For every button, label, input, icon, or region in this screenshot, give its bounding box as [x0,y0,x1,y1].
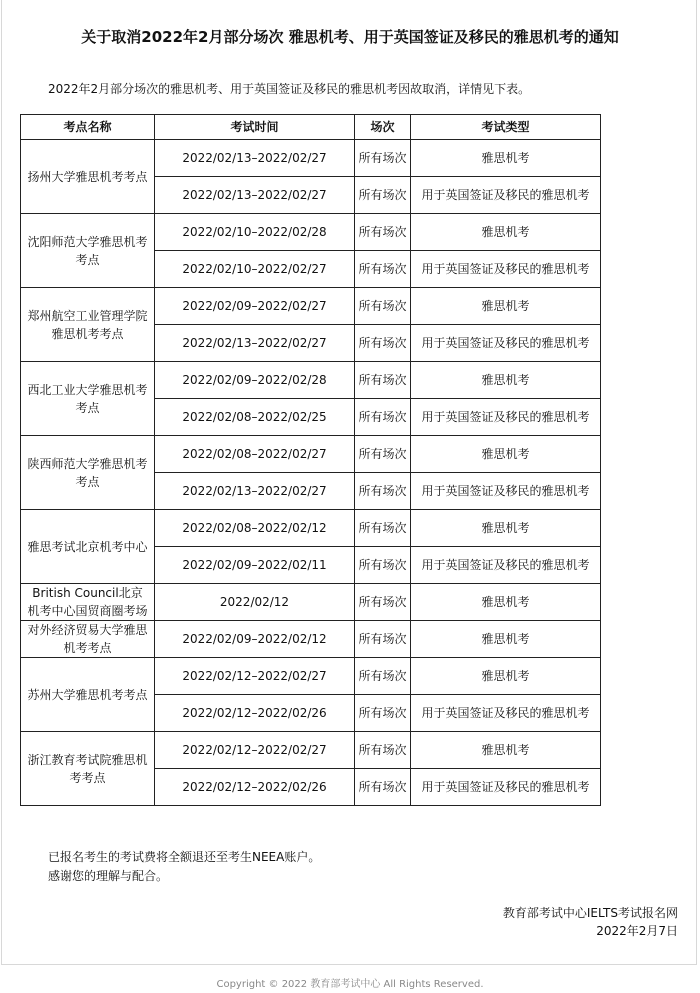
exam-time-cell: 2022/02/13–2022/02/27 [155,177,355,214]
table-row [21,621,601,658]
session-cell: 所有场次 [355,251,411,288]
exam-time-cell: 2022/02/08–2022/02/27 [155,436,355,473]
header-time: 考试时间 [155,115,355,140]
table-row [21,732,601,769]
session-cell: 所有场次 [355,177,411,214]
exam-type-cell: 雅思机考 [411,584,601,621]
table-row [21,436,601,473]
exam-type-cell: 用于英国签证及移民的雅思机考 [411,473,601,510]
footer-notes [48,848,320,886]
session-cell: 所有场次 [355,621,411,658]
exam-type-cell: 用于英国签证及移民的雅思机考 [411,695,601,732]
table-row [21,584,601,621]
header-session: 场次 [355,115,411,140]
table-row [21,362,601,399]
venue-name-cell: 西北工业大学雅思机考考点 [21,362,155,436]
session-cell: 所有场次 [355,399,411,436]
signature [503,904,678,940]
signature-org: 教育部考试中心IELTS考试报名网 [502,906,678,920]
exam-time-cell: 2022/02/10–2022/02/27 [155,251,355,288]
venue-name-cell: British Council北京机考中心国贸商圈考场 [21,584,155,621]
exam-time-cell: 2022/02/12 [155,584,355,621]
venue-name-cell: 苏州大学雅思机考考点 [21,658,155,732]
venue-name-cell: 陕西师范大学雅思机考考点 [21,436,155,510]
exam-time-cell: 2022/02/09–2022/02/28 [155,362,355,399]
refund-note: 已报名考生的考试费将全额退还至考生NEEA账户。 [48,850,321,864]
session-cell: 所有场次 [355,547,411,584]
table-row [21,288,601,325]
table-row [21,510,601,547]
signature-date: 2022年2月7日 [596,924,678,938]
session-cell: 所有场次 [355,325,411,362]
exam-time-cell: 2022/02/09–2022/02/12 [155,621,355,658]
session-cell: 所有场次 [355,214,411,251]
exam-time-cell: 2022/02/13–2022/02/27 [155,473,355,510]
venue-name-cell: 扬州大学雅思机考考点 [21,140,155,214]
exam-type-cell: 雅思机考 [411,288,601,325]
exam-type-cell: 用于英国签证及移民的雅思机考 [411,177,601,214]
copyright-text: Copyright © 2022 教育部考试中心 All Rights Reserved. [216,979,484,990]
venue-name-cell: 郑州航空工业管理学院雅思机考考点 [21,288,155,362]
exam-time-cell: 2022/02/09–2022/02/11 [155,547,355,584]
exam-type-cell: 用于英国签证及移民的雅思机考 [411,547,601,584]
exam-time-cell: 2022/02/12–2022/02/26 [155,695,355,732]
session-cell: 所有场次 [355,584,411,621]
table-row [21,658,601,695]
exam-type-cell: 雅思机考 [411,214,601,251]
header-venue: 考点名称 [21,115,155,140]
thanks-note: 感谢您的理解与配合。 [48,869,169,883]
session-cell: 所有场次 [355,362,411,399]
exam-time-cell: 2022/02/09–2022/02/27 [155,288,355,325]
table-header-row [21,115,601,140]
exam-type-cell: 雅思机考 [411,658,601,695]
session-cell: 所有场次 [355,473,411,510]
exam-time-cell: 2022/02/12–2022/02/27 [155,658,355,695]
exam-type-cell: 雅思机考 [411,362,601,399]
notice-card [1,0,697,965]
intro-text: 2022年2月部分场次的雅思机考、用于英国签证及移民的雅思机考因故取消，详情见下表。 [48,82,531,96]
exam-time-cell: 2022/02/13–2022/02/27 [155,325,355,362]
session-cell: 所有场次 [355,436,411,473]
exam-time-cell: 2022/02/08–2022/02/12 [155,510,355,547]
venue-name-cell: 沈阳师范大学雅思机考考点 [21,214,155,288]
session-cell: 所有场次 [355,732,411,769]
exam-time-cell: 2022/02/13–2022/02/27 [155,140,355,177]
exam-time-cell: 2022/02/12–2022/02/27 [155,732,355,769]
table-body [21,140,601,806]
exam-type-cell: 雅思机考 [411,621,601,658]
session-cell: 所有场次 [355,658,411,695]
exam-type-cell: 用于英国签证及移民的雅思机考 [411,769,601,806]
table-row [21,214,601,251]
exam-type-cell: 雅思机考 [411,436,601,473]
exam-type-cell: 雅思机考 [411,510,601,547]
session-cell: 所有场次 [355,140,411,177]
exam-type-cell: 用于英国签证及移民的雅思机考 [411,251,601,288]
exam-type-cell: 用于英国签证及移民的雅思机考 [411,399,601,436]
venue-name-cell: 雅思考试北京机考中心 [21,510,155,584]
exam-type-cell: 雅思机考 [411,732,601,769]
venue-name-cell: 浙江教育考试院雅思机考考点 [21,732,155,806]
cancellation-table [20,114,601,806]
exam-time-cell: 2022/02/10–2022/02/28 [155,214,355,251]
session-cell: 所有场次 [355,695,411,732]
session-cell: 所有场次 [355,769,411,806]
exam-type-cell: 雅思机考 [411,140,601,177]
exam-time-cell: 2022/02/08–2022/02/25 [155,399,355,436]
exam-type-cell: 用于英国签证及移民的雅思机考 [411,325,601,362]
exam-time-cell: 2022/02/12–2022/02/26 [155,769,355,806]
page-title: 关于取消2022年2月部分场次 雅思机考、用于英国签证及移民的雅思机考的通知 [81,28,619,46]
venue-name-cell: 对外经济贸易大学雅思机考考点 [21,621,155,658]
session-cell: 所有场次 [355,510,411,547]
session-cell: 所有场次 [355,288,411,325]
header-type: 考试类型 [411,115,601,140]
table-row [21,140,601,177]
